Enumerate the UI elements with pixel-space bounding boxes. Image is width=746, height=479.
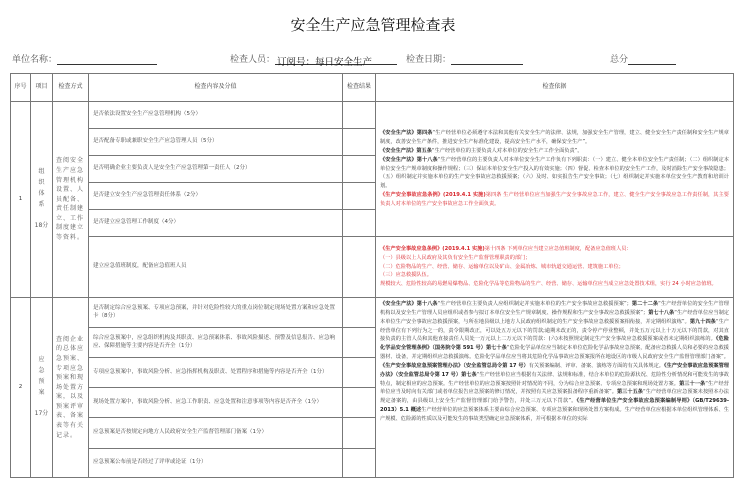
check-content: 是否制定综合应急预案、专项应急预案，并针对危险性较大的重点岗位制定现场处置方案和应急处置卡（8分） xyxy=(89,298,343,328)
check-content: 现场处置方案中，事故风险分析、应急工作职责、应急处置和注意事项等内容是否齐全（1分） xyxy=(89,388,343,418)
basis-clause: 《生产安全事故应急条例》(2019.4.1 实施)第四条 生产经营单位应当加强生产安全事故应急工作，建立、健全生产安全事故应急工作责任制，其主要负责人对本单位的生产安全事故应急工作全面负责。 xyxy=(380,192,729,207)
basis-cell xyxy=(376,102,734,237)
result-cell[interactable] xyxy=(343,449,376,478)
basis-clause: 第七十八条“生产经营单位应当制定本单位生产安全事故应急救援预案，与所在地县级以上地方人民政府组织制定的生产安全事故应急救援预案相衔接，并定期组织演练”。 xyxy=(380,309,729,325)
basis-clause: 《安全生产法》第十八条“生产经营单位的主要负责人对本单位安全生产工作负有下列职责：（一）建立、健全本单位安全生产责任制；（二）组织制定本单位安全生产规章制度和操作规程；（三）保证本单位安全生产投入的有效实施；（四）督促、检查本单位的安全生产工作，及时消除生产安全事故隐患；（五）组织制定并实施本单位的生产安全事故应急救援预案；（六）及时、如实报告生产安全事故；（七）组织制定并实施本单位安全生产教育和培训计划。 xyxy=(380,156,729,190)
basis-clause: 《危险化学品安全管理条例》（国务院令第 591 号）第七十条“危险化学品单位应当制定本单位危险化学品事故应急预案，配备应急救援人员和必要的应急救援器材、设备，并定期组织应急救援演练。危险化学品单位应当将其危险化学品事故应急预案报所在地设区的市级人民政府安全生产监督管理部门备案”。 xyxy=(380,336,729,361)
check-content: 是否明确企业主要负责人是安全生产应急管理第一责任人（2分） xyxy=(89,156,343,183)
table-row xyxy=(11,298,734,328)
column-header: 检查内容及分值 xyxy=(89,74,343,102)
check-content: 综合应急预案中，应急组织机构及其职责、应急预案体系、事故风险描述、预警及信息报告、应急响应、保障措施等主要内容是否齐全（1分） xyxy=(89,328,343,358)
result-cell[interactable] xyxy=(343,102,376,129)
result-cell[interactable] xyxy=(343,183,376,210)
check-content: 应急预案是否按规定向地方人民政府安全生产监督管理部门备案（1分） xyxy=(89,418,343,449)
date-field[interactable] xyxy=(451,54,523,65)
basis-clause: 第三十一条“生产经营单位应当及时向有关部门或者单位报告应急预案的修订情况，并按照有关应急预案报备程序重新备案”。 xyxy=(380,380,729,396)
method-cell: 查阅安全生产应急管理机构设置、人员配备、责任制建立、工作制度建立等资料。 xyxy=(53,102,89,298)
result-cell[interactable] xyxy=(343,418,376,449)
basis-clause: 《生产安全事故应急预案管理办法》（安全监管总局令第 17 号）第七条“生产经营单位应当根据有关法律、法规和标准，结合本单位的危险源状况、危险性分析情况和可能发生的事故特点，制定相应的应急预案。生产经营单位的应急预案按照针对情况的不同，分为综合应急预案、专项应急预案和现场处置方案。 xyxy=(380,362,729,387)
check-content: 是否依法设置安全生产应急管理机构（5分） xyxy=(89,102,343,129)
score-field[interactable] xyxy=(628,54,676,65)
column-header: 检查结果 xyxy=(343,74,376,102)
row-number: 2 xyxy=(11,298,31,478)
table-row xyxy=(11,237,734,298)
basis-line: （三）应急救援队伍。 xyxy=(380,272,432,279)
item-cell: 组织体系 18分 xyxy=(31,102,53,298)
date-label: 检查日期： xyxy=(406,55,452,65)
basis-line: 规模较大、危险性较高的易燃易爆物品、危险化学品等危险物品的生产、经营、储存、运输单位应当成立应急处置技术组，实行 24 小时应急值班。 xyxy=(380,281,717,288)
basis-clause: 《安全生产法》第十八条“生产经营单位主要负责人应组织制定并实施本单位的生产安全事故应急救援预案”； xyxy=(380,301,632,307)
column-header: 项目 xyxy=(31,74,53,102)
column-header: 检查依据 xyxy=(376,74,734,102)
row-number: 1 xyxy=(11,102,31,298)
basis-cell: 《生产安全事故应急条例》(2019.4.1 实施)第十四条 下列单位应当建立应急值班制度，配备应急值班人员： （一）县级以上人民政府及其负有安全生产监督管理职责的部门； （二）危险物品的生产、经营、储存、运输单位以及矿山、金属冶炼、城市轨道交通运营、建筑施工单位； （三）应急救援队伍。 规模较大、危险性较高的易燃易爆物品、危险化学品等危险物品的生产、经营、储存、运输单位应当成立应急处置技术组，实行 24 小时应急值班。 xyxy=(376,237,734,298)
unit-label: 单位名称： xyxy=(12,55,58,65)
page-title: 安全生产应急管理检查表 xyxy=(290,16,456,34)
check-content: 是否建立应急管理工作制度（4分） xyxy=(89,210,343,237)
method-cell: 查阅企业的总体应急预案、专项应急预案和现场处置方案，以及预案评审表、备案表等有关记录。 xyxy=(53,298,89,478)
basis-clause: 《生产经营单位生产安全事故应急预案编制导则》（GB/T29639-2013）5.1 概述生产经营单位的应急预案体系主要由综合应急预案、专项应急预案和现场处置方案构成。生产经营单位应根据本单位组织管理体系、生产规模、危险源的性质以及可能发生的事故类型确定应急预案体系，并可根据本单位的实际 xyxy=(380,398,729,422)
basis-line: 第十四条 下列单位应当建立应急值班制度，配备应急值班人员： xyxy=(484,245,632,252)
result-cell[interactable] xyxy=(343,358,376,388)
result-cell[interactable] xyxy=(343,298,376,328)
check-content: 专项应急预案中，事故风险分析、应急指挥机构及职责、处置程序和措施等内容是否齐全（1分） xyxy=(89,358,343,388)
result-cell[interactable] xyxy=(343,129,376,156)
basis-cell xyxy=(376,298,734,478)
basis-clause: 《安全生产法》第五条“生产经营单位的主要负责人对本单位的安全生产工作全面负责”。 xyxy=(380,147,583,154)
result-cell[interactable] xyxy=(343,237,376,298)
basis-clause: 第三十五条“生产经营单位应急预案未按照本办法规定备案的，由县级以上安全生产监督管理部门给予警告，并处三万元以下罚款”。 xyxy=(380,389,729,405)
basis-clause: 《生产安全事故应急预案管理办法》（安全监管总局令第 17 号）有关预案编制、评审、备案、演练等方面的有关具体规定。 xyxy=(380,362,664,369)
table-row xyxy=(11,102,734,129)
column-header: 序号 xyxy=(11,74,31,102)
check-content: 是否配备专职或兼职安全生产应急管理人员（5分） xyxy=(89,129,343,156)
result-cell[interactable] xyxy=(343,156,376,183)
result-cell[interactable] xyxy=(343,210,376,237)
header-row xyxy=(11,74,734,102)
unit-field[interactable] xyxy=(57,54,157,65)
basis-clause: 《安全生产法》第四条“生产经营单位必须遵守本法和其他有关安全生产的法律、法规，加强安全生产管理，建立、健全安全生产责任制和安全生产规章制度，改善安全生产条件，推进安全生产标准化建设，提高安全生产水平，确保安全生产”。 xyxy=(380,130,729,146)
inspector-field[interactable]: 订阅号：每日安全生产 xyxy=(275,54,397,65)
inspection-table xyxy=(10,73,734,478)
basis-line: （一）县级以上人民政府及其负有安全生产监督管理职责的部门； xyxy=(380,254,531,261)
column-header: 检查方式 xyxy=(53,74,89,102)
result-cell[interactable] xyxy=(343,388,376,418)
check-content: 建立应急值班制度，配备应急值班人员 xyxy=(89,237,343,298)
inspector-label: 检查人员： xyxy=(230,55,276,65)
check-content: 是否建立安全生产应急管理责任体系（2分） xyxy=(89,183,343,210)
item-cell: 应急预案 17分 xyxy=(31,298,53,478)
basis-clause: 第九十四条“生产经营单位有下列行为之一的，责令限期改正，可以处五万元以下的罚款;逾期未改正的，责令停产停业整顿，并处五万元以上十万元以下的罚款，对其直接负责的主管人员和其他直接责任人员处一万元以上二万元以下的罚款：(六)未按照规定制定生产安全事故应急救援预案或者未定期组织演练的。 xyxy=(380,318,729,343)
check-content: 应急预案公布前是否经过了评审或论证（1分） xyxy=(89,449,343,478)
score-label: 总分 xyxy=(610,55,629,65)
basis-line: （二）危险物品的生产、经营、储存、运输单位以及矿山、金属冶炼、城市轨道交通运营、建筑施工单位； xyxy=(380,263,624,270)
basis-clause: 第二十二条“生产经营单位的安全生产管理机构以及安全生产管理人员应组织或者参与拟订本单位安全生产规章制度、操作规程和生产安全事故应急救援预案”； xyxy=(380,301,729,316)
result-cell[interactable] xyxy=(343,328,376,358)
